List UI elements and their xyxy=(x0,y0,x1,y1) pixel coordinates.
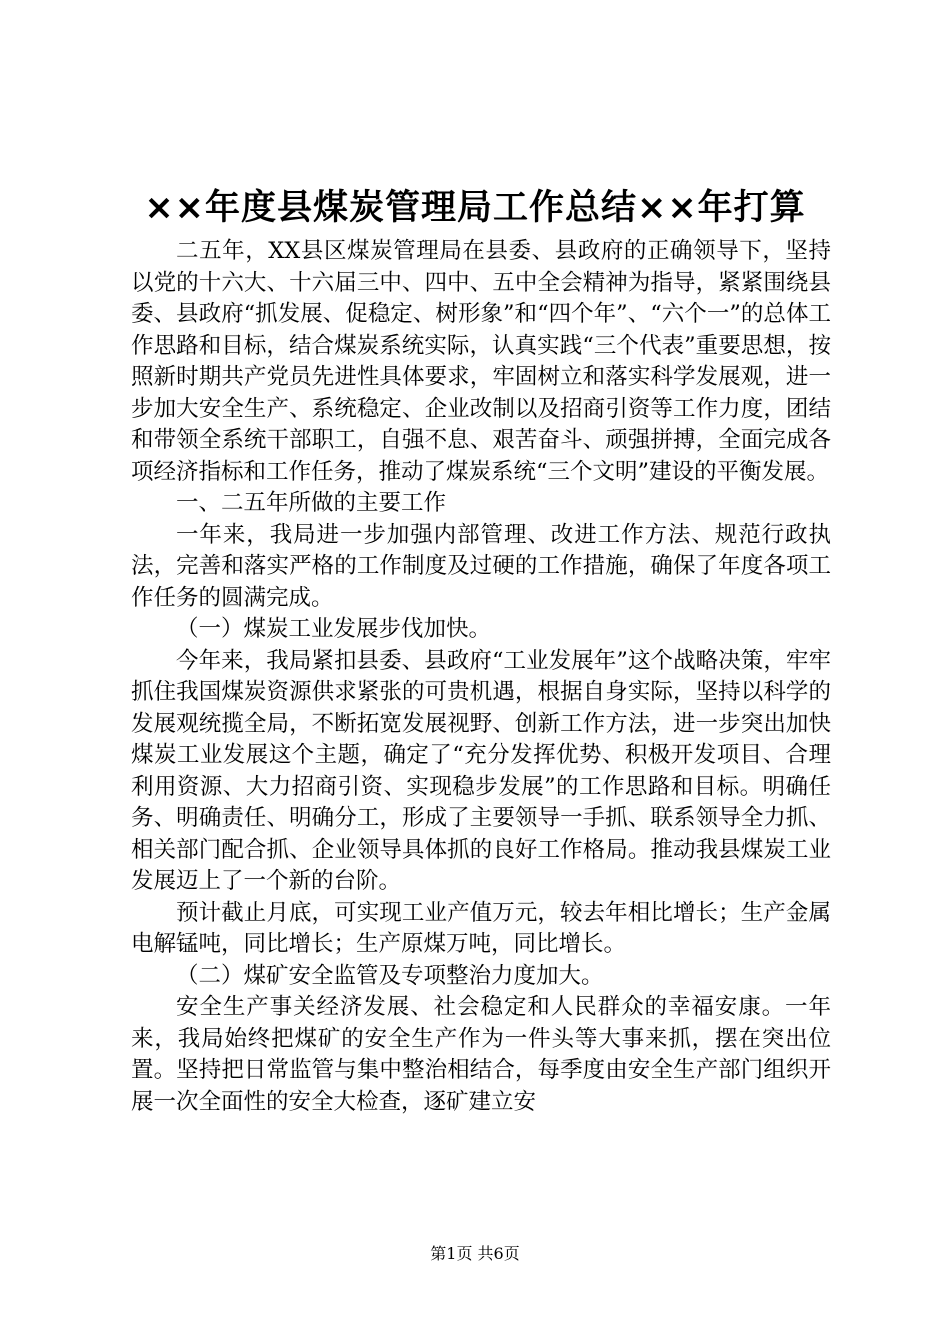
document-title: ××年度县煤炭管理局工作总结××年打算 xyxy=(144,188,806,228)
page-number-footer: 第1页 共6页 xyxy=(430,1244,520,1263)
document-body xyxy=(131,236,831,1118)
paragraph-coal-industry: 今年来，我局紧扣县委、县政府“工业发展年”这个战略决策，牢牢抓住我国煤炭资源供求紧张的可贵机遇，根据自身实际，坚持以科学的发展观统揽全局，不断拓宽发展视野、创新工作方法，进一步突出加快煤炭工业发展这个主题，确定了“充分发挥优势、积极开发项目、合理利用资源、大力招商引资、实现稳步发展”的工作思路和目标。明确任务、明确责任、明确分工，形成了主要领导一手抓、联系领导全力抓、相关部门配合抓、企业领导具体抓的良好工作格局。推动我县煤炭工业发展迈上了一个新的台阶。 xyxy=(131,647,831,894)
paragraph-intro: 二五年，XX县区煤炭管理局在县委、县政府的正确领导下，坚持以党的十六大、十六届三中、四中、五中全会精神为指导，紧紧围绕县委、县政府“抓发展、促稳定、树形象”和“四个年”、“六个一”的总体工作思路和目标，结合煤炭系统实际，认真实践“三个代表”重要思想，按照新时期共产党员先进性具体要求，牢固树立和落实科学发展观，进一步加大安全生产、系统稳定、企业改制以及招商引资等工作力度，团结和带领全系统干部职工，自强不息、艰苦奋斗、顽强拼搏，全面完成各项经济指标和工作任务，推动了煤炭系统“三个文明”建设的平衡发展。 xyxy=(131,238,831,485)
subheading-safety-supervision: （二）煤矿安全监管及专项整治力度加大。 xyxy=(176,962,604,989)
section-heading-main-work: 一、二五年所做的主要工作 xyxy=(176,490,447,516)
paragraph-safety-supervision: 安全生产事关经济发展、社会稳定和人民群众的幸福安康。一年来，我局始终把煤矿的安全生产作为一件头等大事来抓，摆在突出位置。坚持把日常监管与集中整治相结合，每季度由安全生产部门组织开展一次全面性的安全大检查，逐矿建立安 xyxy=(131,994,831,1115)
paragraph-output-forecast: 预计截止月底，可实现工业产值万元，较去年相比增长；生产金属电解锰吨，同比增长；生产原煤万吨，同比增长。 xyxy=(131,899,831,957)
paragraph-overview: 一年来，我局进一步加强内部管理、改进工作方法、规范行政执法，完善和落实严格的工作制度及过硬的工作措施，确保了年度各项工作任务的圆满完成。 xyxy=(131,521,831,611)
subheading-coal-industry: （一）煤炭工业发展步伐加快。 xyxy=(176,616,492,642)
